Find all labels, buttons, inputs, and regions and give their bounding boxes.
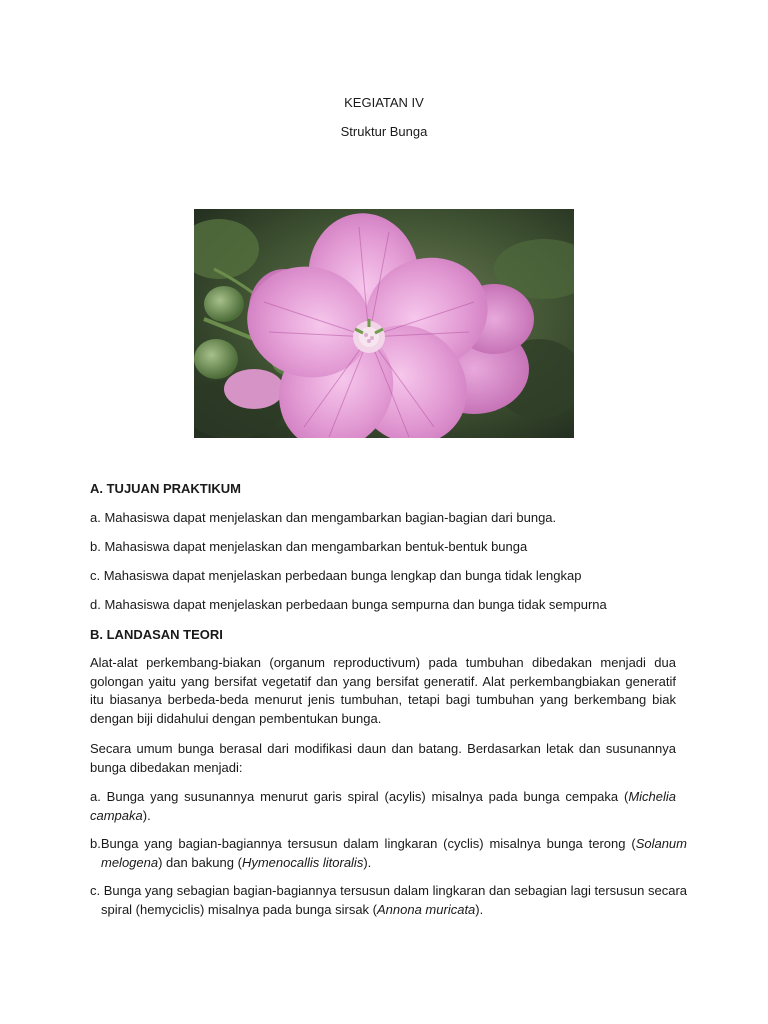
section-a-heading: A. TUJUAN PRAKTIKUM — [90, 481, 241, 496]
flower-photo — [194, 209, 574, 438]
theory-item-b-species-2: Hymenocallis litoralis — [241, 854, 364, 870]
theory-item-b — [90, 835, 687, 872]
theory-item-c — [90, 882, 687, 919]
objective-item: c. Mahasiswa dapat menjelaskan perbedaan bunga lengkap dan bunga tidak lengkap — [90, 568, 582, 583]
theory-item-c-species: Annona muricata — [377, 901, 476, 917]
theory-item-b-end: ). — [363, 854, 372, 870]
objective-item: b. Mahasiswa dapat menjelaskan dan mengambarkan bentuk-bentuk bunga — [90, 539, 528, 554]
theory-item-b-mid: ) dan bakung ( — [158, 854, 242, 870]
theory-item-a — [90, 788, 676, 825]
theory-item-a-species: Michelia campaka — [90, 789, 676, 823]
theory-paragraph-1: Alat-alat perkembang-biakan (organum reproductivum) pada tumbuhan dibedakan menjadi dua golongan yaitu yang bersifat vegetatif dan yang bersifat generatif. Alat perkembangbiakan generatif itu biasanya berbeda-beda menurut jenis tumbuhan, tetapi bagi tumbuhan yang berkembang biak dengan biji didahului dengan pembentukan bunga. — [90, 655, 676, 726]
theory-item-c-text: c. Bunga yang sebagian bagian-bagiannya tersusun dalam lingkaran dan sebagian lagi tersusun secara spiral (hemyciclis) misalnya pada bunga sirsak ( — [90, 883, 687, 917]
theory-paragraph-2: Secara umum bunga berasal dari modifikasi daun dan batang. Berdasarkan letak dan susunannya bunga dibedakan menjadi: — [90, 741, 676, 775]
objective-item: a. Mahasiswa dapat menjelaskan dan mengambarkan bagian-bagian dari bunga. — [90, 510, 557, 525]
section-a — [90, 480, 676, 499]
theory-item-a-text: a. Bunga yang susunannya menurut garis spiral (acylis) misalnya pada bunga cempaka ( — [90, 789, 629, 804]
page-title: KEGIATAN IV — [344, 95, 424, 110]
theory-item-a-end: ). — [142, 807, 151, 823]
theory-item-c-end: ). — [475, 901, 484, 917]
theory-item-b-text: b.Bunga yang bagian-bagiannya tersusun dalam lingkaran (cyclis) misalnya bunga terong ( — [90, 836, 636, 851]
objective-item: d. Mahasiswa dapat menjelaskan perbedaan bunga sempurna dan bunga tidak sempurna — [90, 597, 607, 612]
page-subtitle: Struktur Bunga — [340, 124, 428, 139]
theory-item-b-species-1: Solanum melogena — [101, 836, 687, 870]
section-b-heading: B. LANDASAN TEORI — [90, 627, 223, 642]
